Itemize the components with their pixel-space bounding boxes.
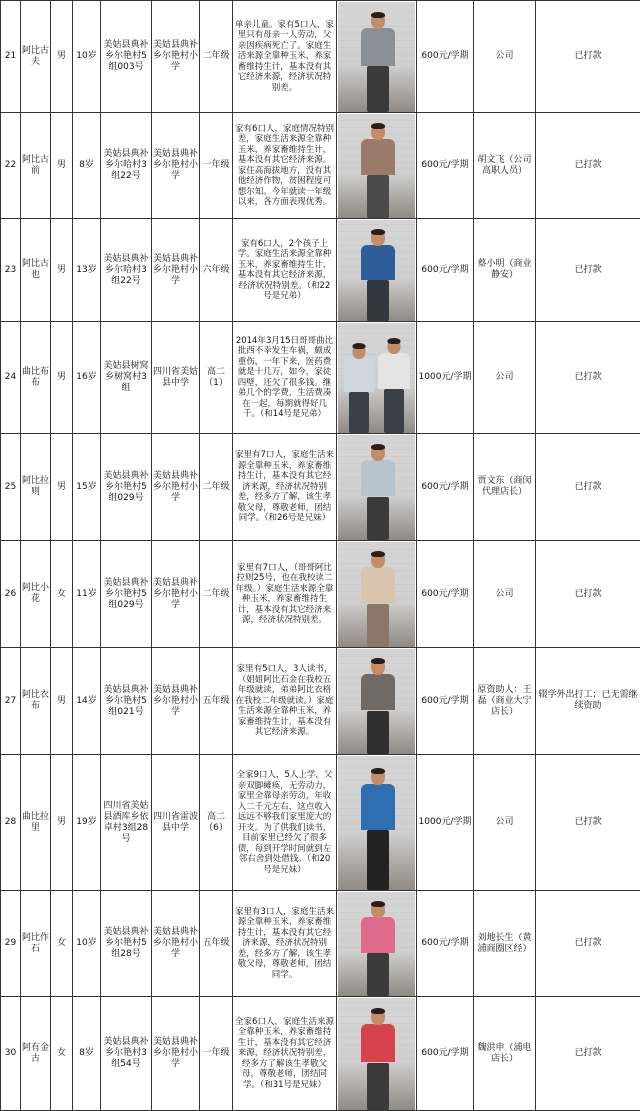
payment-status: 已打款: [536, 541, 640, 648]
table-row: [1, 434, 640, 541]
student-address: 美姑县典补乡尔艳村3组54号: [101, 997, 152, 1111]
student-photo: [337, 1, 417, 113]
student-photo: [337, 755, 417, 891]
payment-status: 已打款: [536, 322, 640, 434]
student-photo-image: [338, 756, 415, 890]
student-photo: [337, 541, 417, 648]
student-photo: [337, 434, 417, 541]
table-row: [1, 219, 640, 322]
sponsorship-amount: 600元/学期: [417, 541, 474, 648]
family-description: 家里有7口人，（哥哥阿比拉则25号，也在我校读二年级。）家庭生活来源全靠种玉米，养家畜维持生计，基本没有其它经济来源，经济状况特别差。: [233, 541, 337, 648]
student-name: 曲比拉里: [21, 755, 51, 891]
student-gender: 男: [51, 755, 73, 891]
student-grade: 高二（6）: [200, 755, 233, 891]
student-gender: 男: [51, 219, 73, 322]
student-school: 美姑县典补乡尔艳村小学: [152, 891, 200, 997]
student-address: 美姑县典补乡尔艳村5组029号: [101, 541, 152, 648]
row-number: 25: [1, 434, 21, 541]
student-photo-image: [338, 323, 415, 433]
student-photo: [337, 219, 417, 322]
sponsorship-amount: 600元/学期: [417, 1, 474, 113]
student-name: 阿比作石: [21, 891, 51, 997]
sponsor-name: 公司: [474, 1, 536, 113]
row-number: 29: [1, 891, 21, 997]
student-photo: [337, 648, 417, 755]
student-school: 美姑县典补乡尔艳村小学: [152, 1, 200, 113]
student-figure: [361, 230, 395, 321]
student-age: 14岁: [73, 648, 101, 755]
student-figure: [361, 552, 395, 647]
student-figure: [361, 902, 395, 996]
family-description: 2014年3月15日哥哥曲比批西不幸发生车祸，颇成重伤，一年下来，医药费就是十几万，如今，家徒四壁，还欠了很多钱。继弟几个的学费，生活费凑在一起，每期就得好几千。（和14号是兄弟）: [233, 322, 337, 434]
table-row: [1, 113, 640, 219]
student-school: 美姑县典补乡尔艳村小学: [152, 648, 200, 755]
student-figure: [344, 344, 374, 433]
roster-body: [1, 1, 640, 1111]
payment-status: 已打款: [536, 434, 640, 541]
student-school: 美姑县典补乡尔艳村小学: [152, 997, 200, 1111]
student-name: 阿比拉则: [21, 434, 51, 541]
family-description: 家里有5口人，3人读书，（姐姐阿比石金在我校五年级就读，弟弟阿比衣格在我校二年级就读。）家庭生活来源全靠种玉米，养家畜维持生计，基本没有其它经济来源。: [233, 648, 337, 755]
student-name: 阿比衣布: [21, 648, 51, 755]
table-row: [1, 755, 640, 891]
student-photo-image: [338, 114, 415, 218]
payment-status: 已打款: [536, 755, 640, 891]
student-age: 10岁: [73, 891, 101, 997]
row-number: 21: [1, 1, 21, 113]
student-figure: [378, 339, 410, 433]
sponsor-name: 公司: [474, 322, 536, 434]
family-description: 全家6口人，家庭生活来源全靠种玉米，养家畜维持生计，基本没有其它经济来源，经济状况特别差，经多方了解该生孝敬父母，尊敬老师，团结同学。（和31号是兄妹）: [233, 997, 337, 1111]
payment-status: 辍学外出打工；已无需继续资助: [536, 648, 640, 755]
row-number: 24: [1, 322, 21, 434]
student-age: 15岁: [73, 434, 101, 541]
student-photo-image: [338, 649, 415, 754]
student-gender: 男: [51, 113, 73, 219]
student-grade: 高二（1）: [200, 322, 233, 434]
student-age: 19岁: [73, 755, 101, 891]
family-description: 家有6口人，2个孩子上学。家庭生活来源全靠种玉米，养家畜维持生计，基本没有其它经济来源，经济状况特别差。（和22号是兄弟）: [233, 219, 337, 322]
student-name: 阿比古前: [21, 113, 51, 219]
student-grade: 二年级: [200, 434, 233, 541]
student-address: 美姑县典补乡尔艳村5组003号: [101, 1, 152, 113]
student-school: 四川省雷波县中学: [152, 755, 200, 891]
row-number: 28: [1, 755, 21, 891]
sponsor-name: 贾文东（商闵代理店长）: [474, 434, 536, 541]
student-school: 美姑县典补乡尔艳村小学: [152, 541, 200, 648]
payment-status: 已打款: [536, 997, 640, 1111]
student-name: 阿有金古: [21, 997, 51, 1111]
row-number: 27: [1, 648, 21, 755]
student-grade: 二年级: [200, 1, 233, 113]
student-age: 13岁: [73, 219, 101, 322]
student-grade: 一年级: [200, 113, 233, 219]
student-grade: 六年级: [200, 219, 233, 322]
sponsorship-amount: 600元/学期: [417, 434, 474, 541]
student-photo-image: [338, 435, 415, 540]
payment-status: 已打款: [536, 219, 640, 322]
student-school: 美姑县典补乡尔艳村小学: [152, 219, 200, 322]
row-number: 22: [1, 113, 21, 219]
student-school: 美姑县典补乡尔艳村小学: [152, 113, 200, 219]
sponsor-name: 蔡小明（商业静安）: [474, 219, 536, 322]
student-age: 8岁: [73, 997, 101, 1111]
student-grade: 二年级: [200, 541, 233, 648]
student-school: 四川省美姑县中学: [152, 322, 200, 434]
student-name: 阿比小花: [21, 541, 51, 648]
student-name: 阿比古也: [21, 219, 51, 322]
table-row: [1, 891, 640, 997]
table-row: [1, 541, 640, 648]
sponsorship-amount: 600元/学期: [417, 891, 474, 997]
student-figure: [361, 13, 395, 112]
family-description: 全家9口人，5人上学，父亲双脚瘫痪，无劳动力，家里全靠母亲劳动，年收入二千元左右，这点收入远远不够我们家里庞大的开支。为了供我们读书，目前家里已经欠了很多债，每到开学时间就到左邻右舍到处借钱。（和20号是兄妹）: [233, 755, 337, 891]
student-gender: 男: [51, 322, 73, 434]
student-photo: [337, 322, 417, 434]
student-address: 美姑县典补乡尔艳村5组029号: [101, 434, 152, 541]
student-photo-image: [338, 2, 415, 112]
family-description: 家里有7口人，家庭生活来源全靠种玉米，养家畜维持生计，基本没有其它经济来源，经济状况特别差，经多方了解，该生孝敬父母，尊敬老师，团结同学。（和26号是兄妹）: [233, 434, 337, 541]
student-address: 美姑县典补乡尔哈村3组22号: [101, 219, 152, 322]
student-age: 11岁: [73, 541, 101, 648]
student-gender: 男: [51, 1, 73, 113]
student-photo: [337, 113, 417, 219]
student-address: 四川省美姑县酒库乡依卓村3组28号: [101, 755, 152, 891]
table-row: [1, 1, 640, 113]
student-address: 美姑县树窝乡树窝村3组: [101, 322, 152, 434]
payment-status: 已打款: [536, 113, 640, 219]
student-name: 阿比古夫: [21, 1, 51, 113]
table-row: [1, 322, 640, 434]
student-gender: 女: [51, 541, 73, 648]
family-description: 家有6口人，家庭情况特别差，家庭生活来源全靠种玉米，养家畜维持生计，基本没有其它经济来源。家住高海拔地方，没有其他经济作物，贫困程度可想尔知。今年就读一年级以来，各方面表现优秀。: [233, 113, 337, 219]
table-row: [1, 648, 640, 755]
student-gender: 女: [51, 891, 73, 997]
student-address: 美姑县典补乡尔哈村3组22号: [101, 113, 152, 219]
row-number: 26: [1, 541, 21, 648]
student-photo-image: [338, 220, 415, 321]
sponsor-name: 原资助人：王磊（商业大宁店长）: [474, 648, 536, 755]
sponsor-name: 公司: [474, 755, 536, 891]
student-age: 8岁: [73, 113, 101, 219]
payment-status: 已打款: [536, 891, 640, 997]
student-figure: [361, 1009, 395, 1110]
family-description: 单亲儿童。家有5口人，家里只有母亲一人劳动，父亲因疾病死亡了。家庭生活来源全靠种玉米，养家畜维持生计，基本没有其它经济来源，经济状况特别差。: [233, 1, 337, 113]
student-photo-image: [338, 542, 415, 647]
student-figure: [361, 445, 395, 540]
payment-status: 已打款: [536, 1, 640, 113]
student-address: 美姑县典补乡尔艳村5组28号: [101, 891, 152, 997]
student-photo: [337, 997, 417, 1111]
student-grade: 五年级: [200, 891, 233, 997]
student-photo: [337, 891, 417, 997]
sponsorship-amount: 600元/学期: [417, 648, 474, 755]
student-grade: 一年级: [200, 997, 233, 1111]
row-number: 23: [1, 219, 21, 322]
sponsorship-amount: 600元/学期: [417, 997, 474, 1111]
student-figure: [361, 659, 395, 754]
student-photo-image: [338, 998, 415, 1110]
student-figure: [361, 769, 395, 890]
student-photo-image: [338, 892, 415, 996]
student-age: 16岁: [73, 322, 101, 434]
student-age: 10岁: [73, 1, 101, 113]
sponsorship-amount: 600元/学期: [417, 113, 474, 219]
sponsor-name: 魏洪申（浦电店长）: [474, 997, 536, 1111]
student-figure: [361, 124, 395, 218]
sponsor-name: 公司: [474, 541, 536, 648]
sponsorship-amount: 1000元/学期: [417, 322, 474, 434]
student-address: 美姑县典补乡尔艳村5组021号: [101, 648, 152, 755]
sponsorship-amount: 600元/学期: [417, 219, 474, 322]
family-description: 家里有3口人，家庭生活来源全靠种玉米，养家畜维持生计，基本没有其它经济来源，经济状况特别差，经多方了解，该生孝敬父母，尊敬老师，团结同学。: [233, 891, 337, 997]
sponsor-name: 胡文飞（公司高职人员）: [474, 113, 536, 219]
row-number: 30: [1, 997, 21, 1111]
student-gender: 女: [51, 997, 73, 1111]
student-gender: 男: [51, 434, 73, 541]
sponsorship-amount: 1000元/学期: [417, 755, 474, 891]
student-grade: 五年级: [200, 648, 233, 755]
table-row: [1, 997, 640, 1111]
student-name: 曲比布布: [21, 322, 51, 434]
student-gender: 男: [51, 648, 73, 755]
student-school: 美姑县典补乡尔艳村小学: [152, 434, 200, 541]
sponsor-name: 刘地长生（黄浦商圈区经）: [474, 891, 536, 997]
